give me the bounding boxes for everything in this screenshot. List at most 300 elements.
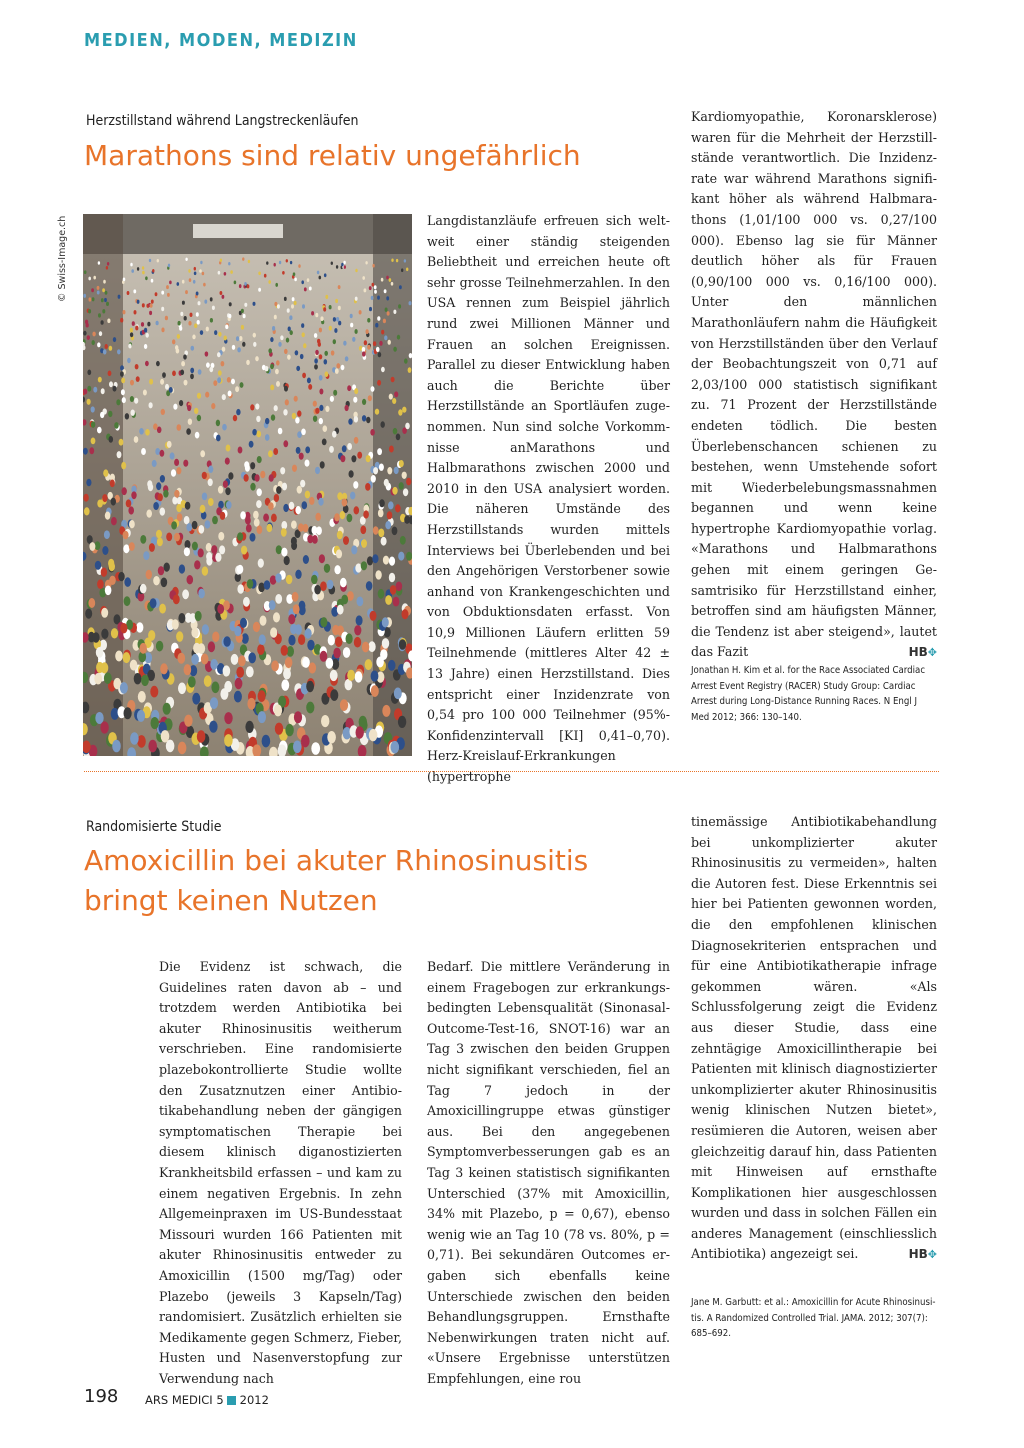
crowd-dot [312, 535, 318, 544]
crowd-dot [375, 323, 378, 328]
crowd-dot [372, 554, 378, 563]
crowd-dot [206, 552, 212, 561]
crowd-dot [88, 598, 95, 608]
crowd-dot [244, 282, 247, 286]
crowd-dot [130, 660, 138, 671]
crowd-dot [119, 439, 124, 446]
crowd-dot [188, 269, 190, 273]
crowd-dot [341, 263, 343, 267]
crowd-dot [384, 289, 387, 293]
crowd-dot [160, 450, 165, 457]
crowd-dot [378, 589, 385, 599]
crowd-dot [175, 345, 178, 350]
crowd-dot [382, 638, 389, 649]
crowd-dot [309, 287, 312, 291]
crowd-dot [363, 510, 369, 518]
crowd-dot [97, 342, 100, 347]
crowd-dot [127, 291, 130, 295]
crowd-dot [319, 375, 323, 381]
article2-column-1 [159, 957, 402, 1389]
crowd-dot [370, 611, 377, 621]
crowd-dot [389, 394, 393, 400]
crowd-dot [152, 269, 154, 273]
crowd-dot [184, 547, 190, 556]
crowd-dot [108, 371, 112, 377]
crowd-dot [196, 292, 199, 296]
crowd-dot [399, 460, 404, 467]
crowd-dot [342, 499, 348, 507]
crowd-dot [223, 665, 231, 676]
crowd-dot [314, 585, 321, 595]
crowd-dot [134, 398, 138, 404]
crowd-dot [172, 339, 175, 344]
crowd-dot [216, 420, 220, 427]
crowd-dot [200, 261, 202, 264]
crowd-dot [202, 566, 208, 575]
crowd-dot [333, 317, 336, 322]
crowd-dot [319, 554, 325, 563]
crowd-dot [145, 361, 149, 366]
crowd-dot [238, 656, 246, 667]
crowd-dot [241, 325, 244, 330]
article2-reference: Jane M. Garbutt: et al.: Amoxicillin for Acute Rhinosinusitis. A Randomized Controlled Trial. JAMA. 2012; 307(7): 685–692. [691, 1297, 936, 1339]
crowd-dot [276, 360, 280, 365]
crowd-dot [341, 595, 348, 605]
crowd-dot [166, 285, 169, 289]
crowd-dot [151, 279, 154, 283]
crowd-dot [320, 581, 327, 591]
crowd-dot [253, 622, 260, 632]
crowd-dot [84, 270, 87, 274]
crowd-dot [265, 366, 269, 371]
crowd-dot [174, 533, 180, 542]
crowd-dot [235, 386, 239, 392]
crowd-dot [131, 491, 136, 499]
crowd-dot [285, 399, 289, 405]
crowd-dot [299, 453, 304, 460]
crowd-dot [301, 429, 306, 436]
crowd-dot [178, 653, 186, 664]
crowd-dot [371, 475, 376, 483]
crowd-dot [250, 462, 255, 469]
crowd-dot [320, 316, 323, 321]
crowd-dot [171, 521, 177, 529]
crowd-dot [356, 726, 364, 738]
crowd-dot [307, 378, 311, 384]
crowd-dot [356, 615, 363, 625]
crowd-dot [148, 483, 153, 491]
crowd-dot [275, 573, 281, 582]
crowd-dot [163, 490, 168, 498]
crowd-dot [156, 482, 161, 490]
crowd-dot [300, 354, 304, 359]
crowd-dot [353, 397, 357, 403]
crowd-dot [283, 409, 287, 415]
crowd-dot [128, 506, 134, 514]
crowd-dot [408, 367, 412, 373]
crowd-dot [371, 296, 374, 300]
crowd-dot [161, 291, 164, 295]
crowd-dot [283, 440, 288, 447]
crowd-dot [377, 296, 380, 300]
crowd-dot [110, 480, 115, 488]
crowd-dot [319, 328, 322, 333]
crowd-dot [224, 712, 232, 724]
crowd-dot [406, 478, 411, 486]
crowd-dot [210, 318, 213, 323]
crowd-dot [319, 354, 323, 359]
crowd-dot [88, 309, 91, 313]
crowd-dot [146, 333, 149, 338]
crowd-dot [137, 300, 140, 304]
crowd-dot [396, 582, 403, 592]
crowd-dot [153, 576, 160, 585]
crowd-dot [334, 565, 340, 574]
crowd-dot [105, 586, 112, 596]
crowd-dot [197, 320, 200, 325]
publication-info [145, 1393, 269, 1407]
crowd-dot [109, 346, 113, 351]
crowd-dot [85, 609, 92, 619]
crowd-dot [269, 600, 276, 610]
crowd-dot [338, 285, 341, 289]
crowd-dot [129, 520, 135, 528]
crowd-dot [271, 414, 275, 420]
crowd-dot [285, 724, 293, 736]
crowd-dot [268, 348, 272, 353]
crowd-dot [88, 277, 91, 281]
crowd-dot [292, 297, 295, 301]
crowd-dot [274, 263, 276, 267]
crowd-dot [362, 347, 366, 352]
crowd-dot [228, 472, 233, 480]
crowd-dot [291, 304, 294, 308]
crowd-dot [319, 389, 323, 395]
crowd-dot [305, 491, 310, 499]
crowd-dot [387, 311, 390, 315]
crowd-dot [379, 464, 384, 471]
crowd-dot [295, 624, 302, 634]
crowd-dot [121, 389, 125, 395]
crowd-dot [257, 456, 262, 463]
crowd-dot [195, 432, 200, 439]
crowd-dot [180, 312, 183, 316]
crowd-dot [314, 358, 318, 363]
crowd-dot [89, 297, 92, 301]
crowd-dot [305, 628, 312, 638]
crowd-dot [92, 297, 95, 301]
crowd-dot [103, 280, 106, 284]
crowd-dot [162, 372, 166, 378]
crowd-dot [350, 492, 355, 500]
crowd-dot [300, 480, 305, 488]
crowd-dot [240, 618, 247, 628]
crowd-dot [208, 479, 213, 487]
crowd-dot [237, 532, 243, 541]
crowd-dot [243, 597, 250, 607]
crowd-dot [148, 740, 157, 753]
article2-text-2: Bedarf. Die mittlere Veränderung in einem Fragebogen zur erkrankungsbedingten Lebensqualität (Sinonasal-Outcome-Test-16, SNOT-16) war an Tag 3 zwischen den beiden Gruppen nicht signifikant verschieden, fiel an Tag 7 jedoch in der Amoxicillingruppe etwas günstiger aus. Bei den angegebenen Symptomverbesserungen gab es an Tag 3 keinen statistisch signifikanten Unterschied (37% mit Amoxicillin, 34% mit Plazebo, p = 0,67), ebenso wenig wie an Tag 10 (78 vs. 80%, p = 0,71). Bei sekundären Outcomes ergaben sich ebenfalls keine Unterschiede zwischen den beiden Behandlungsgruppen. Ernsthafte Nebenwirkungen traten nicht auf. «Unsere Ergebnisse unterstützen Empfehlungen, eine rou [427, 959, 670, 1386]
crowd-dot [218, 370, 222, 376]
crowd-dot [178, 321, 181, 326]
crowd-dot [97, 291, 100, 295]
crowd-dot [165, 316, 168, 321]
crowd-dot [315, 313, 318, 317]
crowd-dot [383, 319, 386, 324]
crowd-dot [210, 659, 218, 670]
crowd-dot [230, 270, 233, 274]
crowd-dot [231, 379, 235, 385]
crowd-dot [357, 452, 362, 459]
crowd-dot [245, 721, 253, 733]
crowd-dot [295, 570, 301, 579]
crowd-dot [367, 345, 370, 350]
crowd-dot [303, 555, 309, 564]
crowd-dot [336, 265, 338, 269]
crowd-dot [341, 365, 345, 370]
crowd-dot [98, 261, 100, 264]
crowd-dot [218, 486, 223, 494]
article2-text-3 [691, 812, 937, 1265]
crowd-dot [389, 278, 392, 282]
crowd-dot [155, 448, 160, 455]
crowd-dot [340, 455, 345, 462]
crowd-dot [270, 364, 274, 369]
crowd-dot [161, 328, 164, 333]
crowd-dot [253, 302, 256, 306]
crowd-dot [307, 278, 310, 282]
crowd-dot [101, 662, 109, 673]
crowd-dot [389, 573, 395, 582]
crowd-dot [293, 741, 302, 754]
crowd-dot [381, 537, 387, 546]
crowd-dot [184, 380, 188, 386]
crowd-dot [305, 446, 310, 453]
crowd-dot [402, 472, 407, 479]
crowd-dot [396, 259, 398, 262]
crowd-dot [187, 405, 191, 411]
crowd-dot [386, 296, 389, 300]
crowd-dot [392, 398, 396, 404]
crowd-dot [225, 458, 230, 465]
crowd-dot [270, 337, 273, 342]
crowd-dot [161, 409, 165, 415]
crowd-dot [130, 396, 134, 402]
crowd-dot [191, 654, 199, 665]
crowd-dot [317, 271, 320, 275]
crowd-dot [149, 379, 153, 385]
crowd-dot [223, 480, 228, 488]
crowd-dot [397, 335, 400, 340]
crowd-dot [320, 461, 325, 468]
crowd-dot [311, 575, 318, 584]
crowd-dot [217, 377, 221, 383]
crowd-dot [362, 415, 366, 421]
crowd-dot [323, 425, 328, 432]
crowd-dot [274, 302, 277, 306]
crowd-dot [223, 636, 230, 647]
crowd-dot [247, 579, 254, 589]
crowd-dot [401, 268, 403, 272]
crowd-dot [210, 297, 213, 301]
crowd-dot [355, 329, 358, 334]
crowd-dot [298, 634, 305, 645]
crowd-dot [281, 645, 288, 656]
crowd-dot [370, 429, 375, 436]
crowd-dot [404, 358, 408, 363]
crowd-dot [188, 321, 191, 326]
crowd-dot [325, 371, 329, 377]
crowd-dot [222, 424, 227, 431]
crowd-dot [284, 297, 287, 301]
crowd-dot [149, 259, 151, 262]
crowd-dot [364, 340, 367, 345]
crowd-dot [83, 294, 86, 298]
crowd-dot [389, 557, 395, 566]
crowd-dot [349, 470, 354, 477]
crowd-dot [301, 735, 310, 748]
crowd-dot [315, 467, 320, 474]
crowd-dot [274, 405, 278, 411]
crowd-dot [281, 521, 287, 529]
crowd-dot [340, 511, 346, 519]
crowd-dot [379, 341, 382, 346]
crowd-dot [324, 564, 330, 573]
crowd-dot [225, 325, 228, 330]
crowd-dot [236, 336, 239, 341]
crowd-dot [172, 619, 179, 629]
crowd-dot [198, 643, 205, 654]
crowd-dot [182, 301, 185, 305]
crowd-dot [314, 333, 317, 338]
crowd-dot [101, 298, 104, 302]
crowd-dot [247, 284, 250, 288]
crowd-dot [87, 335, 90, 340]
crowd-dot [211, 682, 219, 694]
crowd-dot [301, 280, 304, 284]
crowd-dot [131, 269, 134, 273]
crowd-dot [178, 683, 186, 695]
crowd-dot [399, 482, 404, 490]
crowd-dot [320, 651, 328, 662]
crowd-dot [336, 363, 340, 368]
crowd-dot [242, 257, 244, 260]
crowd-dot [294, 711, 302, 723]
crowd-dot [197, 393, 201, 399]
crowd-dot [347, 670, 355, 681]
crowd-dot [342, 445, 347, 452]
crowd-dot [298, 523, 304, 531]
crowd-dot [130, 380, 134, 386]
crowd-dot [263, 514, 269, 522]
crowd-dot [361, 561, 367, 570]
crowd-dot [149, 311, 152, 315]
crowd-dot [372, 264, 374, 268]
crowd-dot [234, 281, 237, 285]
crowd-dot [393, 310, 396, 314]
crowd-dot [343, 536, 349, 545]
crowd-dot [388, 660, 396, 671]
crowd-dot [273, 612, 280, 622]
crowd-dot [204, 675, 212, 686]
crowd-dot [91, 406, 95, 412]
crowd-dot [283, 504, 289, 512]
crowd-dot [253, 342, 256, 347]
crowd-dot [107, 262, 109, 266]
crowd-dot [124, 596, 131, 606]
crowd-dot [245, 464, 250, 471]
crowd-dot [192, 542, 198, 551]
crowd-dot [101, 629, 108, 639]
crowd-dot [366, 417, 370, 423]
crowd-dot [109, 562, 115, 571]
crowd-dot [276, 381, 280, 387]
crowd-dot [243, 314, 246, 318]
crowd-dot [115, 651, 123, 662]
crowd-dot [101, 568, 107, 577]
crowd-dot [198, 525, 204, 534]
crowd-dot [151, 300, 154, 304]
crowd-dot [329, 305, 332, 309]
article1-text-2-body: Kardiomyopathie, Koronarsklerose) waren für die Mehrheit der Herzstillstände verantwortlich. Die Inzidenzrate war während Marathons signifikant höher als während Halbmarathons (1,01/100 000 vs. 0,27/100 000). Ebenso lag sie für Männer deutlich höher als für Frauen (0,90/100 000 vs. 0,16/100 000). Unter den männlichen Marathonläufern nahm die Häufigkeit von Herzstillständen über den Verlauf der Beobachtungszeit von 0,71 auf 2,03/100 000 statistisch signifikant zu. 71 Prozent der Herzstillstände endeten tödlich. Die besten Überlebenschancen schienen zu bestehen, wenn Umstehende sofort mit Wiederbelebungsmassnahmen begannen und wenn keine hypertrophe Kardiomyopathie vorlag. «Marathons und Halbmarathons gehen mit einem geringen Gesamtrisiko für Herzstillstand einher, betroffen sind am häufigsten Männer, die Tendenz ist aber steigend», lautet das Fazit [691, 109, 937, 660]
crowd-dot [267, 524, 273, 532]
crowd-dot [194, 408, 198, 414]
crowd-dot [272, 326, 275, 331]
crowd-dot [216, 435, 221, 442]
crowd-dot [385, 308, 388, 312]
crowd-dot [93, 387, 97, 393]
crowd-dot [287, 355, 291, 360]
crowd-dot [176, 467, 181, 474]
crowd-dot [288, 635, 295, 646]
crowd-dot [379, 499, 385, 507]
crowd-dot [141, 675, 149, 686]
crowd-dot [105, 512, 111, 520]
crowd-dot [139, 428, 144, 435]
crowd-dot [160, 508, 166, 516]
crowd-dot [200, 505, 206, 513]
crowd-dot [109, 381, 113, 387]
crowd-dot [337, 531, 343, 540]
crowd-dot [374, 290, 377, 294]
crowd-dot [122, 487, 127, 495]
crowd-dot [156, 361, 160, 366]
crowd-dot [234, 691, 242, 703]
crowd-dot [268, 502, 274, 510]
crowd-dot [406, 268, 408, 272]
crowd-dot [332, 625, 339, 635]
crowd-dot [275, 594, 282, 604]
crowd-dot [315, 408, 319, 414]
crowd-dot [387, 467, 392, 474]
crowd-dot [152, 460, 157, 467]
crowd-dot [123, 278, 126, 282]
crowd-dot [315, 350, 319, 355]
crowd-dot [311, 742, 320, 755]
crowd-dot [209, 721, 217, 733]
crowd-dot [103, 349, 107, 354]
crowd-dot [190, 368, 194, 374]
article2-headline: Amoxicillin bei akuter Rhinosinusitis bringt keinen Nutzen [84, 844, 589, 917]
crowd-dot [297, 486, 302, 494]
crowd-dot [187, 575, 194, 584]
crowd-dot [292, 592, 299, 602]
crowd-dot [185, 258, 187, 261]
crowd-dot [382, 705, 390, 717]
crowd-dot [271, 660, 279, 671]
crowd-dot [177, 513, 183, 521]
crowd-dot [354, 637, 361, 648]
